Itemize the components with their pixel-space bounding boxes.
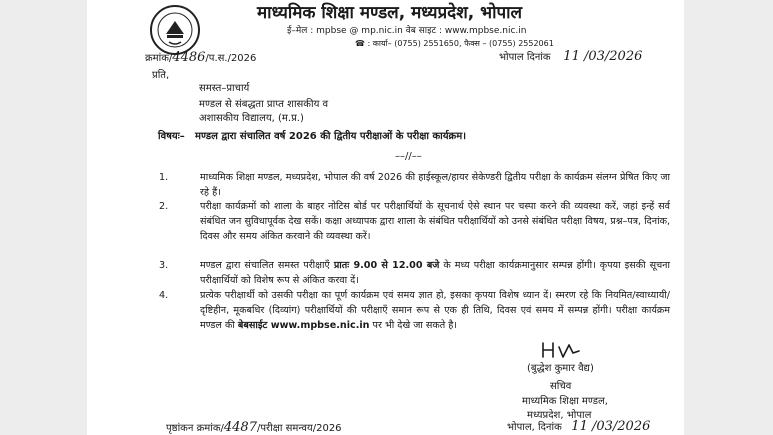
- list-item-text: माध्यमिक शिक्षा मण्डल, मध्यप्रदेश, भोपाल की वर्ष 2026 की हाईस्कूल/हायर सेकेण्डरी द्वितीय परीक्षा के कार्यक्रम संलग्न प्रेषित किए जा रहे हैं।: [200, 172, 670, 198]
- list-item-text: परीक्षा कार्यक्रमों को शाला के बाहर नोटिस बोर्ड पर परीक्षार्थियों के सूचनार्थ ऐसे स्थान पर चस्पा करने की व्यवस्था करें, जहां इन्हें सर्व संबंधित जन सुविधापूर्वक देख सकें। कक्षा अध्यापक द्वारा शाला के संबंधित परीक्षार्थियों को उनसे संबंधित परीक्षा विषय, प्रश्न–पत्र, दिनांक, दिवस और समय अंकित करवाने की व्यवस्था करें।: [200, 201, 670, 242]
- document-page: [87, 0, 684, 435]
- list-item-text-part: प्रत्येक परीक्षार्थी को उसकी परीक्षा का पूर्ण कार्यक्रम एवं समय ज्ञात हो, इसका कृपया विशेष ध्यान दें। स्मरण रहे कि नियमित/स्वाध्यायी/दृष्टिहीन, मूकबधिर (दिव्यांग) परीक्षार्थियों की परीक्षाएँ समान रूप से एक ही तिथि, दिवस एवं समय में सम्पन्न होंगी। परीक्षा कार्यक्रम मण्डल की: [200, 290, 670, 331]
- handwritten-signature: [539, 339, 585, 361]
- endorsement-handwritten-number: 4487: [223, 420, 257, 435]
- endorsement-date: [507, 419, 650, 434]
- addressee-line-3: अशासकीय विद्यालय, (म.प्र.): [199, 113, 304, 124]
- signatory-org-line-2: मध्यप्रदेश, भोपाल: [527, 410, 592, 421]
- list-item-text-part: पर भी देखे जा सकते है।: [369, 320, 457, 331]
- endorsement-number: [166, 420, 342, 435]
- reference-date: [499, 49, 642, 64]
- list-item-text: [200, 258, 670, 288]
- reference-number: [145, 50, 256, 65]
- endorsement-label: पृष्ठांकन क्रमांक/: [166, 423, 224, 434]
- reference-date-value: 11 /03/2026: [563, 49, 643, 64]
- website-highlight: बेबसाईट www.mpbse.nic.in: [237, 320, 370, 331]
- reference-handwritten-number: 4486: [172, 50, 206, 65]
- list-item-number: 4.: [159, 290, 169, 301]
- endorsement-date-label: भोपाल, दिनांक: [507, 422, 562, 433]
- list-item-text: [200, 288, 670, 333]
- header-phone-fax: ☎ : कार्या– (0755) 2551650, फैक्स – (0755) 2552061: [355, 39, 554, 48]
- header-title: माध्यमिक शिक्षा मण्डल, मध्यप्रदेश, भोपाल: [257, 3, 523, 23]
- list-item-text-part: के मध्य परीक्षा कार्यक्रमानुसार सम्पन्न होंगी। कृपया इसकी सूचना परीक्षार्थियों को विशेष रूप से अंकित करवा दें।: [200, 260, 670, 286]
- exam-time-highlight: प्रातः 9.00 से 12.00 बजे: [333, 260, 440, 271]
- endorsement-date-value: 11 /03/2026: [571, 419, 651, 434]
- endorsement-suffix: /परीक्षा समन्वय/2026: [256, 423, 342, 434]
- reference-label: क्रमांक/: [145, 53, 173, 64]
- reference-date-label: भोपाल दिनांक: [499, 52, 551, 63]
- addressee-line-2: मण्डल से संबद्धता प्राप्त शासकीय व: [199, 99, 329, 110]
- signatory-name: (बुद्धेश कुमार वैद्य): [527, 363, 594, 374]
- subject-text: मण्डल द्वारा संचालित वर्ष 2026 की द्वितीय परीक्षाओं के परीक्षा कार्यक्रम।: [195, 131, 466, 142]
- header-email-website: ई–मेल : mpbse @ mp.nic.in वेब साइट : www.mpbse.nic.in: [287, 26, 527, 36]
- list-item-text-part: मण्डल द्वारा संचालित समस्त परीक्षाएँ: [200, 260, 334, 271]
- salutation-prati: प्रति,: [152, 70, 170, 81]
- signatory-org-line-1: माध्यमिक शिक्षा मण्डल,: [522, 396, 608, 407]
- addressee-line-1: समस्त–प्राचार्य: [199, 83, 250, 94]
- board-emblem-logo: [149, 4, 201, 56]
- section-divider: ––//––: [395, 151, 422, 162]
- signatory-role: सचिव: [550, 381, 572, 392]
- reference-suffix: /प.स./2026: [205, 53, 257, 64]
- list-item-number: 1.: [159, 172, 169, 183]
- list-item-number: 2.: [159, 201, 169, 212]
- list-item-number: 3.: [159, 260, 169, 271]
- subject-label: विषयः–: [158, 131, 185, 142]
